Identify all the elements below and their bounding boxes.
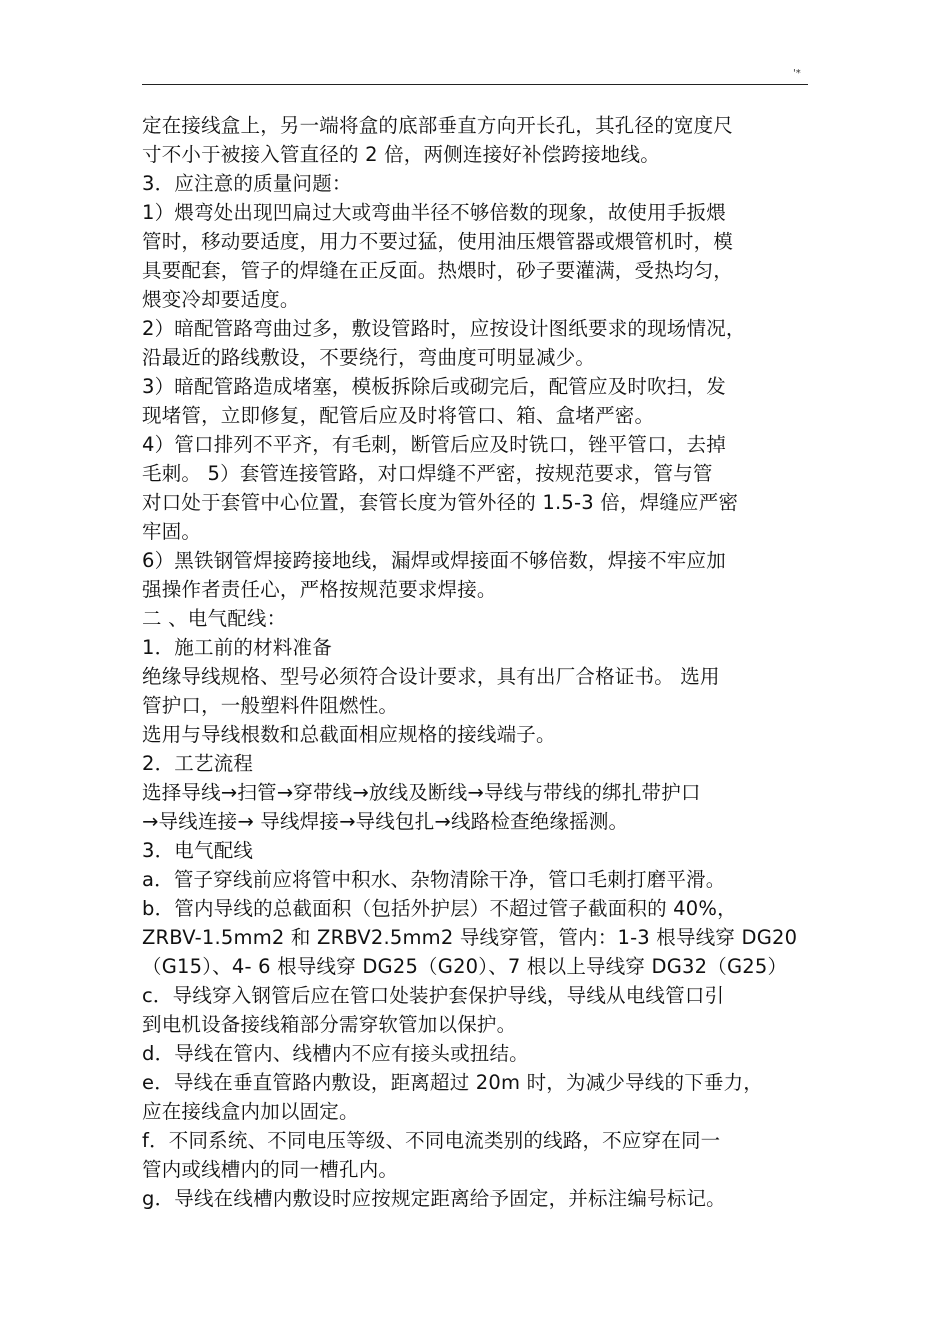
text-line: 具要配套，管子的焊缝在正反面。热煨时，砂子要灌满，受热均匀， — [142, 259, 734, 282]
text-line: 3）暗配管路造成堵塞，模板拆除后或砌完后，配管应及时吹扫，发 — [142, 375, 726, 398]
text-line: 选择导线→扫管→穿带线→放线及断线→导线与带线的绑扎带护口 — [142, 781, 701, 804]
section-heading: 二 、电气配线： — [142, 607, 287, 630]
text-line: g．导线在线槽内敷设时应按规定距离给予固定，并标注编号标记。 — [142, 1187, 726, 1210]
text-line: 沿最近的路线敷设，不要绕行，弯曲度可明显减少。 — [142, 346, 596, 369]
section-heading: 2．工艺流程 — [142, 752, 254, 775]
text-line: 绝缘导线规格、型号必须符合设计要求，具有出厂合格证书。 选用 — [142, 665, 720, 688]
text-line: 2）暗配管路弯曲过多，敷设管路时，应按设计图纸要求的现场情况， — [142, 317, 746, 340]
text-line: b．管内导线的总截面积（包括外护层）不超过管子截面积的 40%， — [142, 897, 737, 920]
text-line: a．管子穿线前应将管中积水、杂物清除干净，管口毛刺打磨平滑。 — [142, 868, 726, 891]
text-line: c．导线穿入钢管后应在管口处装护套保护导线，导线从电线管口引 — [142, 984, 725, 1007]
text-line: 煨变冷却要适度。 — [142, 288, 300, 311]
text-line: 对口处于套管中心位置，套管长度为管外径的 1.5-3 倍，焊缝应严密 — [142, 491, 739, 514]
text-line: 管内或线槽内的同一槽孔内。 — [142, 1158, 399, 1181]
text-line: 管时，移动要适度，用力不要过猛，使用油压煨管器或煨管机时，模 — [142, 230, 734, 253]
text-line: 毛刺。 5）套管连接管路，对口焊缝不严密，按规范要求，管与管 — [142, 462, 713, 485]
text-line: f．不同系统、不同电压等级、不同电流类别的线路，不应穿在同一 — [142, 1129, 721, 1152]
text-line: 1）煨弯处出现凹扁过大或弯曲半径不够倍数的现象，故使用手扳煨 — [142, 201, 726, 224]
text-line: （G15）、4- 6 根导线穿 DG25（G20）、7 根以上导线穿 DG32（G25） — [142, 955, 788, 978]
document-body — [142, 111, 808, 1213]
text-line: e．导线在垂直管路内敷设，距离超过 20m 时，为减少导线的下垂力， — [142, 1071, 764, 1094]
text-line: 应在接线盒内加以固定。 — [142, 1100, 359, 1123]
text-line: 到电机设备接线箱部分需穿软管加以保护。 — [142, 1013, 517, 1036]
header-mark: '* — [793, 68, 801, 79]
text-line: 强操作者责任心，严格按规范要求焊接。 — [142, 578, 497, 601]
section-heading: 3．电气配线 — [142, 839, 254, 862]
text-line: 寸不小于被接入管直径的 2 倍，两侧连接好补偿跨接地线。 — [142, 143, 660, 166]
text-line: 现堵管，立即修复，配管后应及时将管口、箱、盒堵严密。 — [142, 404, 655, 427]
text-line: 6）黑铁钢管焊接跨接地线，漏焊或焊接面不够倍数，焊接不牢应加 — [142, 549, 726, 572]
text-line: 定在接线盒上，另一端将盒的底部垂直方向开长孔，其孔径的宽度尺 — [142, 114, 734, 137]
section-heading: 1．施工前的材料准备 — [142, 636, 332, 659]
text-line: ZRBV-1.5mm2 和 ZRBV2.5mm2 导线穿管，管内：1-3 根导线穿 DG20 — [142, 926, 798, 949]
section-heading: 3．应注意的质量问题： — [142, 172, 352, 195]
text-line: 选用与导线根数和总截面相应规格的接线端子。 — [142, 723, 556, 746]
text-line: 4）管口排列不平齐，有毛刺，断管后应及时铣口，锉平管口，去掉 — [142, 433, 726, 456]
text-line: d．导线在管内、线槽内不应有接头或扭结。 — [142, 1042, 529, 1065]
text-line: →导线连接→ 导线焊接→导线包扎→线路检查绝缘摇测。 — [142, 810, 629, 833]
header-rule — [142, 84, 808, 85]
text-line: 牢固。 — [142, 520, 202, 543]
text-line: 管护口，一般塑料件阻燃性。 — [142, 694, 399, 717]
